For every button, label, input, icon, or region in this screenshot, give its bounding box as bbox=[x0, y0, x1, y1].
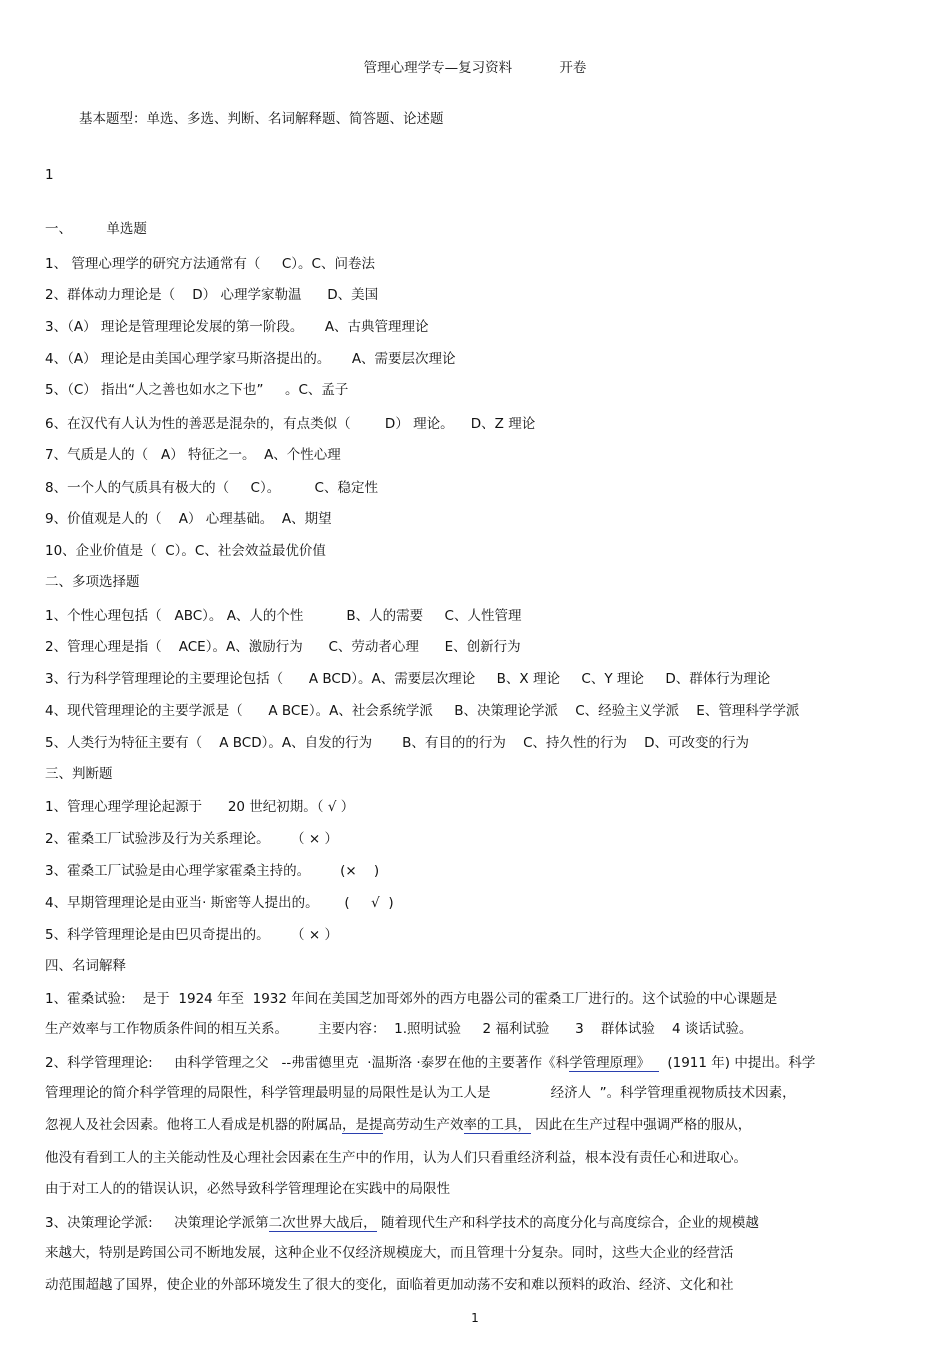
text-run: 随着现代生产和科学技术的高度分化与高度综合，企业的规模越 bbox=[376, 1215, 759, 1231]
multi-choice-item: 1、个性心理包括（ ABC）。 A、人的个性 B、人的需要 C、人性管理 bbox=[45, 608, 522, 624]
single-choice-item: 6、在汉代有人认为性的善恶是混杂的，有点类似（ D） 理论。 D、Z 理论 bbox=[45, 416, 536, 432]
judgement-item: 4、早期管理理论是由亚当· 斯密等人提出的。 ( √ ) bbox=[45, 895, 394, 911]
underlined-text: ，是提 bbox=[342, 1117, 383, 1133]
term-hawthorne-line: 生产效率与工作物质条件间的相互关系。 主要内容： 1.照明试验 2 福利试验 3 群体试验 4 谈话试验。 bbox=[45, 1021, 753, 1037]
judgement-item: 1、管理心理学理论起源于 20 世纪初期。（ √ ） bbox=[45, 799, 355, 815]
text-run: 3、决策理论学派: 决策理论学派第 bbox=[45, 1215, 269, 1231]
multi-choice-item: 5、人类行为特征主要有（ A BCD）。A、自发的行为 B、有目的的行为 C、持久性的行为 D、可改变的行为 bbox=[45, 735, 750, 751]
term-scientific-management-line bbox=[45, 1116, 751, 1134]
single-choice-item: 7、气质是人的（ A） 特征之一。 A、个性心理 bbox=[45, 447, 341, 463]
text-run: 2、科学管理理论: 由科学管理之父 --弗雷德里克 ·温斯洛 ·泰罗在他的主要著作《科 bbox=[45, 1055, 570, 1071]
text-run: 高劳动生产效 bbox=[382, 1117, 464, 1133]
single-choice-item: 9、价值观是人的（ A） 心理基础。 A、期望 bbox=[45, 511, 332, 527]
single-choice-item: 4、（A） 理论是由美国心理学家马斯洛提出的。 A、需要层次理论 bbox=[45, 351, 456, 367]
multi-choice-item: 3、行为科学管理理论的主要理论包括（ A BCD）。A、需要层次理论 B、X 理论 C、Y 理论 D、群体行为理论 bbox=[45, 671, 771, 687]
single-choice-item: 3、（A） 理论是管理理论发展的第一阶段。 A、古典管理理论 bbox=[45, 319, 429, 335]
judgement-item: 5、科学管理理论是由巴贝奇提出的。 （ × ） bbox=[45, 927, 338, 943]
page-number: 1 bbox=[471, 1311, 479, 1325]
page-title: 管理心理学专—复习资料 开卷 bbox=[363, 60, 587, 76]
section-number: 1 bbox=[45, 167, 54, 183]
underlined-text: 学管理原理》 bbox=[569, 1055, 659, 1071]
multi-choice-heading: 二、多项选择题 bbox=[45, 574, 140, 590]
multi-choice-item: 2、管理心理是指（ ACE）。A、激励行为 C、劳动者心理 E、创新行为 bbox=[45, 639, 521, 655]
single-choice-item: 1、 管理心理学的研究方法通常有（ C）。C、问卷法 bbox=[45, 256, 375, 272]
term-scientific-management-line: 他没有看到工人的主关能动性及心理社会因素在生产中的作用，认为人们只看重经济利益，根本没有责任心和进取心。 bbox=[45, 1150, 747, 1166]
question-types-line: 基本题型：单选、多选、判断、名词解释题、简答题、论述题 bbox=[79, 111, 444, 127]
judgement-heading: 三、判断题 bbox=[45, 766, 113, 782]
underlined-text: 率的工具， bbox=[463, 1117, 531, 1133]
term-scientific-management-line bbox=[45, 1054, 815, 1072]
term-scientific-management-line: 管理理论的简介科学管理的局限性，科学管理最明显的局限性是认为工人是 经济人 ”。科学管理重视物质技术因素， bbox=[45, 1085, 796, 1101]
term-hawthorne-line: 1、霍桑试验: 是于 1924 年至 1932 年间在美国芝加哥郊外的西方电器公司的霍桑工厂进行的。这个试验的中心课题是 bbox=[45, 991, 778, 1007]
judgement-item: 3、霍桑工厂试验是由心理学家霍桑主持的。 (× ) bbox=[45, 863, 380, 879]
term-definition-heading: 四、名词解释 bbox=[45, 958, 126, 974]
term-decision-theory-line bbox=[45, 1214, 759, 1232]
term-decision-theory-line: 动范围超越了国界，使企业的外部环境发生了很大的变化，面临着更加动荡不安和难以预料的政治、经济、文化和社 bbox=[45, 1277, 734, 1293]
text-run: (1911 年) 中提出。科学 bbox=[658, 1055, 816, 1071]
single-choice-item: 2、群体动力理论是（ D） 心理学家勒温 D、美国 bbox=[45, 287, 379, 303]
term-scientific-management-line: 由于对工人的的错误认识，必然导致科学管理理论在实践中的局限性 bbox=[45, 1181, 450, 1197]
multi-choice-item: 4、现代管理理论的主要学派是（ A BCE）。A、社会系统学派 B、决策理论学派 C、经验主义学派 E、管理科学学派 bbox=[45, 703, 800, 719]
text-run: 忽视人及社会因素。他将工人看成是机器的附属品 bbox=[45, 1117, 342, 1133]
underlined-text: 二次世界大战后， bbox=[268, 1215, 377, 1231]
judgement-item: 2、霍桑工厂试验涉及行为关系理论。 （ × ） bbox=[45, 831, 338, 847]
single-choice-heading: 一、 单选题 bbox=[45, 221, 147, 237]
text-run: 因此在生产过程中强调严格的服从， bbox=[531, 1117, 752, 1133]
term-decision-theory-line: 来越大，特别是跨国公司不断地发展，这种企业不仅经济规模庞大，而且管理十分复杂。同时，这些大企业的经营活 bbox=[45, 1245, 734, 1261]
single-choice-item: 5、（C） 指出“人之善也如水之下也” 。C、孟子 bbox=[45, 382, 349, 398]
single-choice-item: 8、一个人的气质具有极大的（ C）。 C、稳定性 bbox=[45, 480, 378, 496]
single-choice-item: 10、企业价值是（ C）。C、社会效益最优价值 bbox=[45, 543, 326, 559]
